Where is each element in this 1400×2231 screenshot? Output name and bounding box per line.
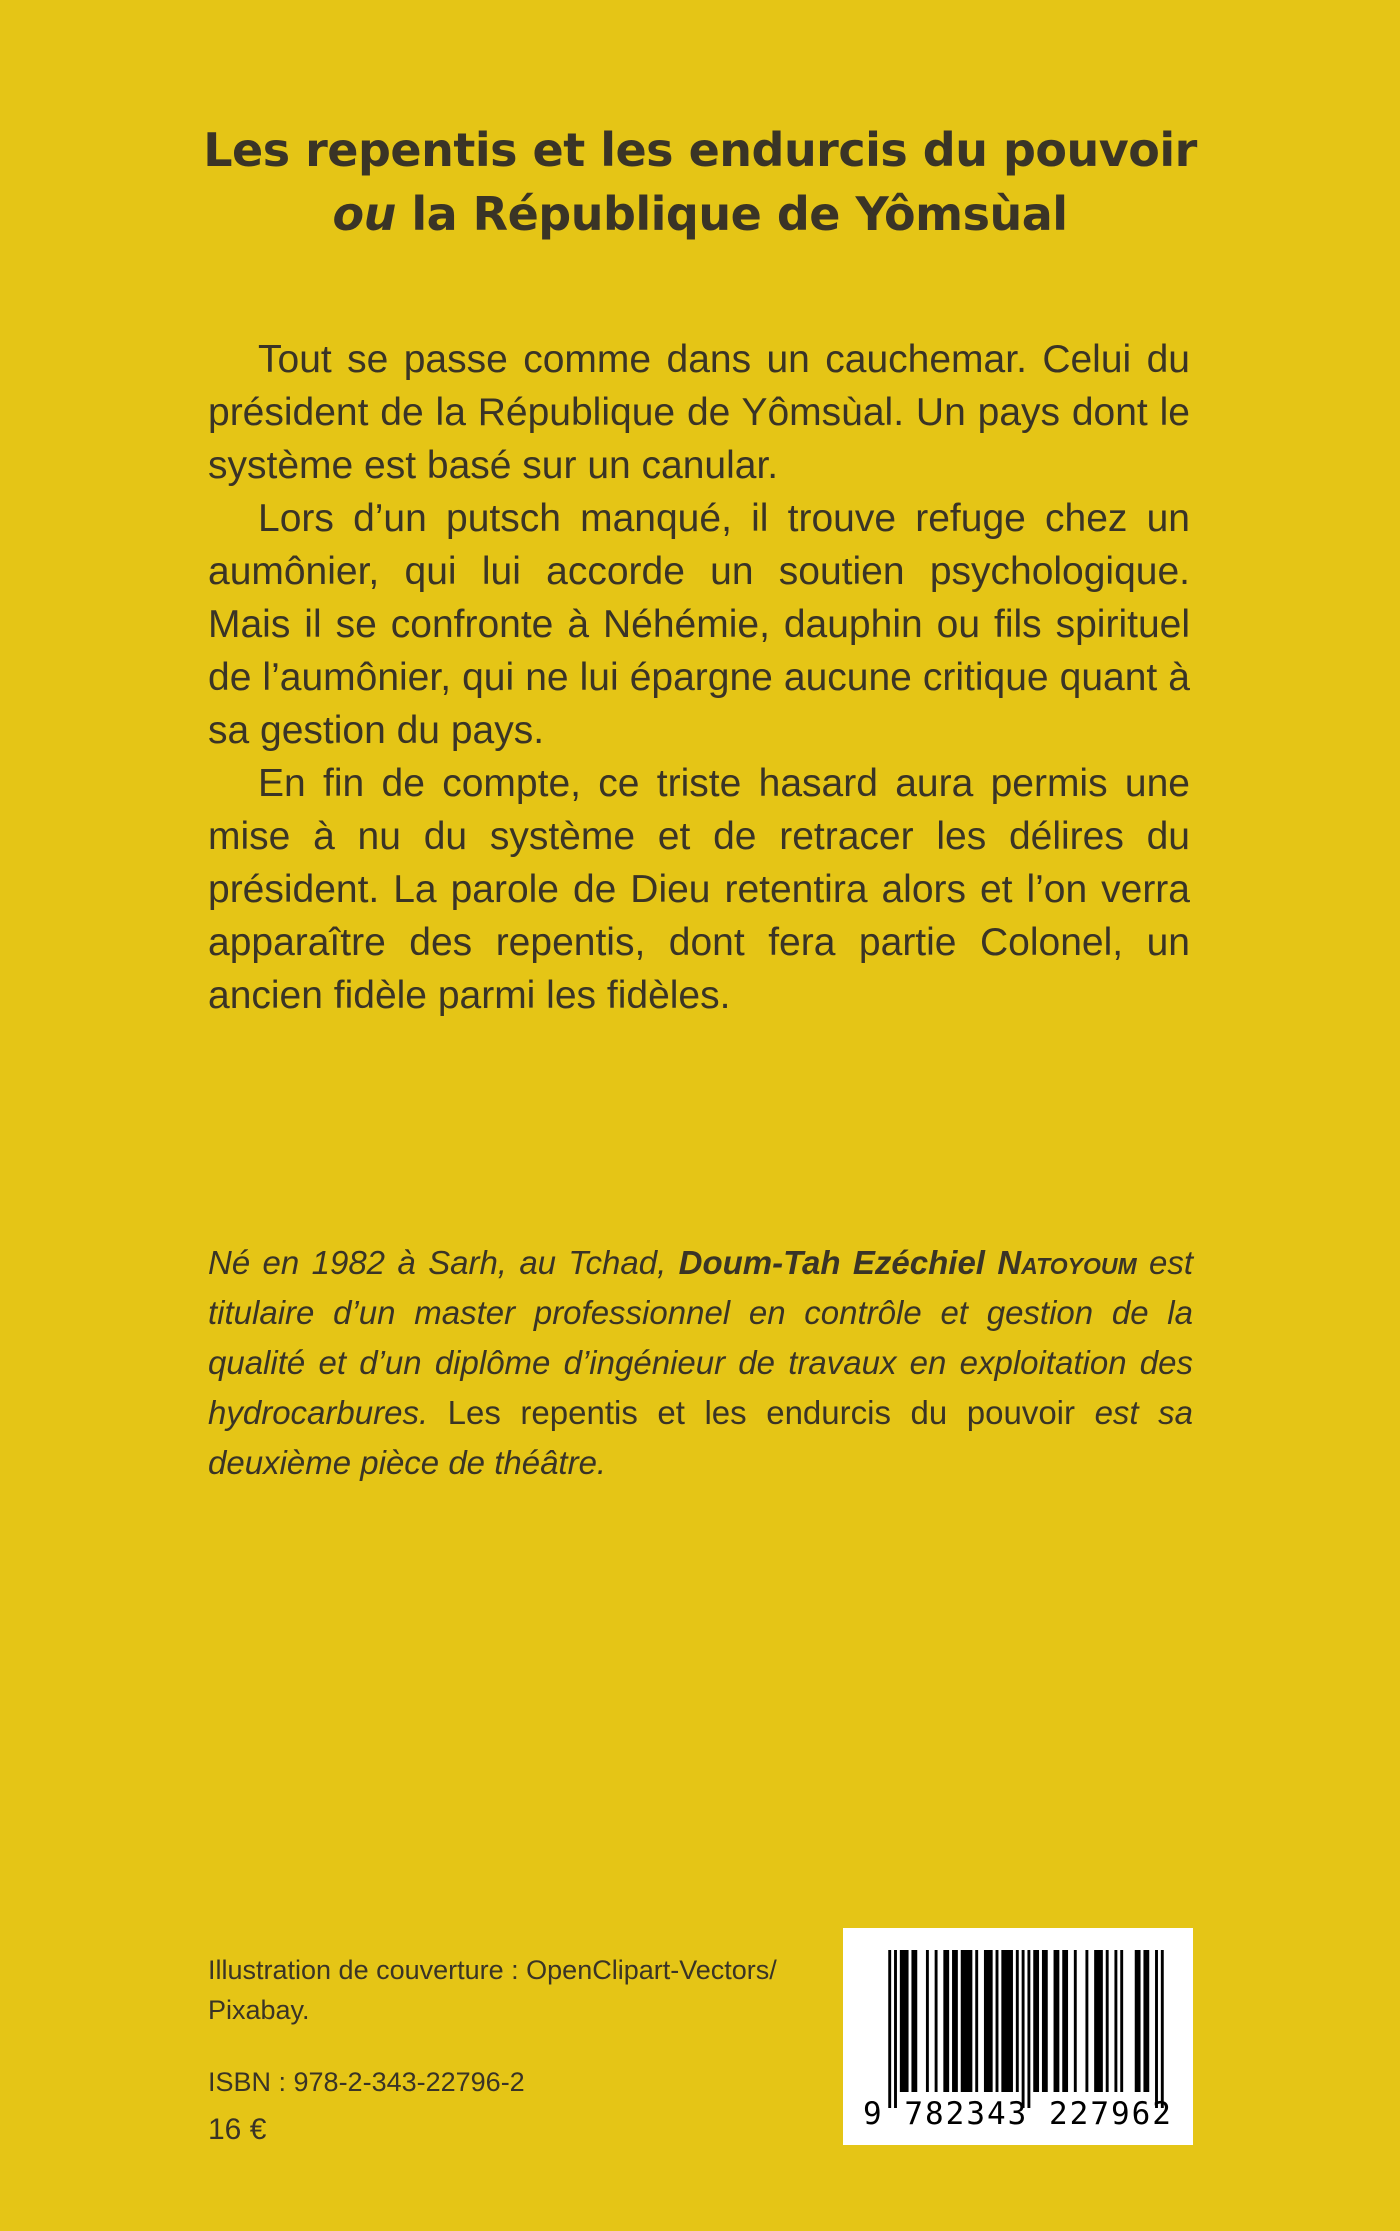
title-line-1: Les repentis et les endurcis du pouvoir [203,123,1197,177]
synopsis-paragraph-2: Lors d’un putsch manqué, il trouve refuge chez un aumônier, qui lui accorde un soutien psychologique. Mais il se confronte à Néhémie, dauphin ou fils spirituel de l’aumônier, qui ne lui épargne aucune critique quant à sa gestion du pays. [208,497,1190,752]
barcode-bar-2 [900,1950,909,2092]
barcode-bar-9 [975,1950,978,2092]
barcode-bar-19 [1062,1950,1068,2092]
barcode [843,1928,1193,2145]
bio-intro: Né en 1982 à Sarh, au Tchad, [208,1244,679,1281]
title-ou: ou [332,187,396,241]
barcode-bar-24 [1114,1950,1117,2092]
barcode-bar-16 [1033,1950,1039,2092]
barcode-bar-18 [1054,1950,1060,2092]
barcode-bar-14 [1022,1950,1025,2108]
author-first-name: Doum-Tah Ezéchiel [678,1244,998,1281]
barcode-bar-23 [1106,1950,1109,2092]
barcode-bar-22 [1094,1950,1103,2092]
bio-ending: est sa deuxième pièce de théâtre. [208,1394,1193,1481]
barcode-bar-0 [888,1950,891,2108]
bio-book-title: Les repentis et les endurcis du pouvoir [428,1394,1095,1431]
barcode-bar-17 [1042,1950,1048,2092]
barcode-bar-12 [1001,1950,1013,2092]
barcode-bar-7 [952,1950,958,2092]
synopsis-paragraph-3: En fin de compte, ce triste hasard aura permis une mise à nu du système et de retracer les délires du président. La parole de Dieu retentira alors et l’on verra apparaître des repentis, dont fera partie Colonel, un ancien fidèle parmi les fidèles. [208,762,1190,1017]
barcode-bar-25 [1120,1950,1123,2092]
barcode-bar-20 [1074,1950,1077,2092]
barcode-bar-3 [911,1950,917,2092]
barcode-bar-1 [894,1950,897,2108]
author-last-name: Natoyoum [997,1244,1137,1281]
barcode-bar-5 [935,1950,938,2092]
barcode-bar-6 [943,1950,949,2092]
barcode-bar-15 [1027,1950,1030,2108]
cover-illustration-credits: Illustration de couverture : OpenClipart-Vectors/ Pixabay. [208,1955,777,2025]
synopsis [208,333,1190,1022]
barcode-bar-8 [961,1950,973,2092]
barcode-bar-10 [984,1950,993,2092]
synopsis-paragraph-1: Tout se passe comme dans un cauchemar. Celui du président de la République de Yômsùal. Un pays dont le système est basé sur un canular. [208,338,1190,487]
barcode-bar-4 [926,1950,929,2092]
price: 16 € [208,2113,267,2146]
barcode-bar-11 [996,1950,999,2092]
isbn: ISBN : 978-2-343-22796-2 [208,2067,525,2097]
bio-middle: est titulaire d’un master professionnel en contrôle et gestion de la qualité et d’un diplôme d’ingénieur de travaux en exploitation des hydrocarbures. [208,1244,1193,1431]
author-bio [208,1238,1193,1488]
title-line-2-rest: la République de Yômsùal [395,187,1068,241]
title-line-2 [100,182,1300,246]
barcode-bar-29 [1161,1950,1164,2108]
book-title [100,118,1300,246]
barcode-bar-21 [1085,1950,1088,2092]
barcode-bar-27 [1143,1950,1149,2092]
barcode-digits: 9 782343 227962 [863,2096,1173,2132]
barcode-bar-26 [1135,1950,1141,2092]
barcode-bar-13 [1016,1950,1019,2092]
barcode-bar-28 [1155,1950,1158,2108]
